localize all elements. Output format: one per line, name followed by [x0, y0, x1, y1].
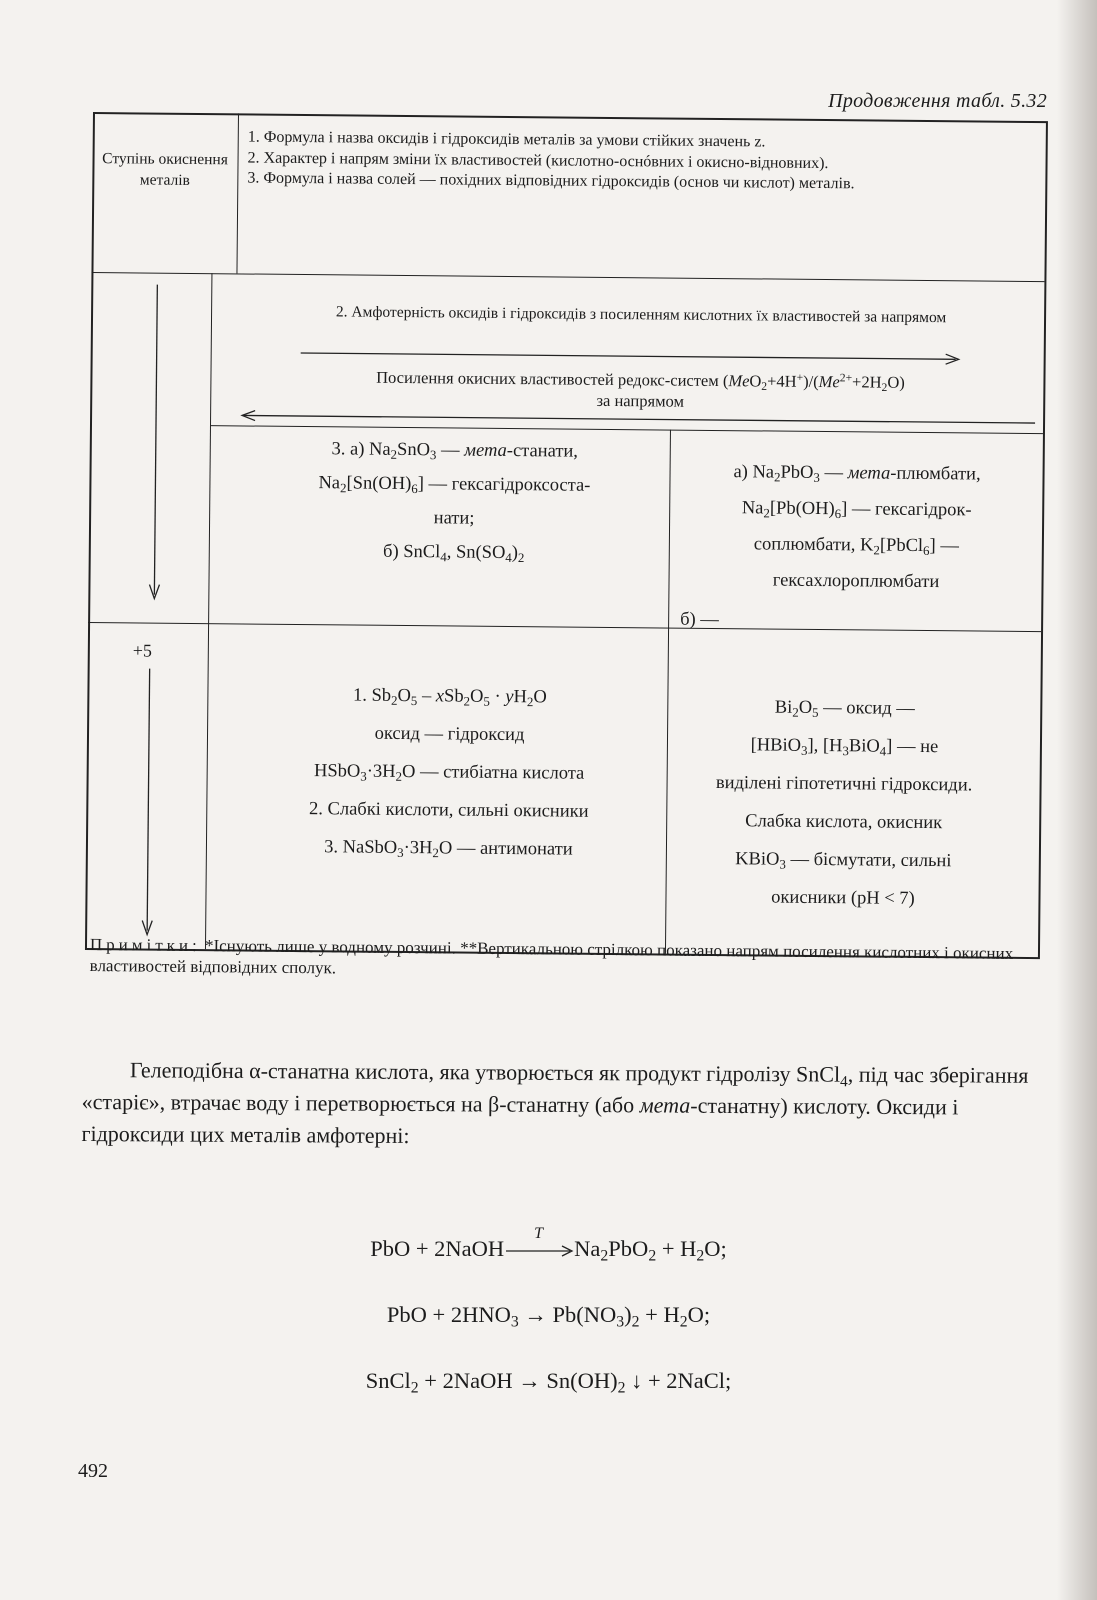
oxidation-plus5: +5 [132, 640, 153, 661]
sb-line-1: 1. $Sb_2O_5 - xSb_2O_5 \cdot yH_2O$ [352, 685, 547, 710]
amphoterism-text: 2. Амфотерність оксидів і гідроксидів з посиленням кислотних їх властивостей за напрямом [335, 303, 947, 327]
vertical-arrow-down-icon-2 [139, 668, 158, 936]
equation-1: PbO + 2NaOH T $Na_2PbO_2 + H_2O$; [370, 1224, 727, 1265]
pb-item-b: б) — [680, 609, 719, 631]
vertical-arrow-down-icon [146, 285, 165, 603]
page-number: 492 [78, 1460, 108, 1482]
header-item-2: 2. Характер і напрям зміни їх властивостей (кислотно-оснóвних і окисно-відновних). [247, 148, 829, 172]
page-edge-shadow [1057, 0, 1097, 1600]
equation-3: SnCl$_2$ + 2NaOH → $Sn(OH)_2$ ↓ + 2NaCl; [365, 1368, 732, 1397]
antimony-cell [236, 675, 663, 869]
tin-salts-cell [244, 431, 665, 571]
sn-line-c: нати; [433, 508, 475, 529]
table-continuation-caption: Продовження табл. 5.32 [828, 90, 1047, 112]
redox-text [245, 365, 1035, 415]
pb-line-a: а) $Na_2PbO_3$ — мета-плюмбати, [733, 462, 981, 485]
sb-line-2: оксид — гідроксид [374, 723, 525, 746]
equation-2: PbO + $2HNO_3 \to Pb(NO_3)_2 + H_2O$; [386, 1302, 711, 1331]
bismuth-cell [655, 687, 1032, 919]
oxidation-state-header: Ступінь окиснення металів [102, 150, 228, 189]
bi-line-6: окисники (pH < 7) [771, 887, 915, 909]
header-item-1: 1. Формула і назва оксидів і гідроксидів металів за умови стійких значень z. [247, 128, 766, 151]
bi-line-4: Слабка кислота, окисник [745, 811, 943, 834]
redox-line-2: за напрямом [596, 390, 685, 411]
sn-line-a: 3. а) $Na_2SnO_3$ — мета-станати, [331, 439, 579, 463]
sb-line-4: 2. Слабкі кислоти, сильні окисники [308, 799, 589, 822]
notes-text: *Існують лише у водному розчині. **Вертикальною стрілкою показано напрям посилення кислотних і окисних властивостей відповідних сполук. [89, 936, 1014, 978]
sn-line-d: б) SnCl$_4$, $Sn(SO_4)_2$ [382, 541, 525, 566]
header-item-3: 3. Формула і назва солей — похідних відповідних гідроксидів (основ чи кислот) металів. [247, 169, 855, 193]
bi-line-3: виділені гіпотетичні гідроксиди. [715, 773, 973, 796]
bi-line-1: $Bi_2O_5$ — оксид — [774, 697, 915, 720]
lead-salts-cell [673, 454, 1039, 601]
table-notes [90, 934, 1030, 985]
bi-line-5: KBiO$_3$ — бісмутати, сильні [735, 849, 952, 872]
pb-line-c: соплюмбати, $K_2[PbCl_6]$ — [753, 534, 959, 558]
oxides-table [85, 112, 1048, 959]
redox-line-1: Посилення окисних властивостей редокс-систем $(MeO_2+4H^+)/(Me^{2+}+2H_2O)$ [376, 367, 905, 395]
pb-line-d: гексахлороплюмбати [772, 570, 940, 593]
sb-line-3: $HSbO_3\cdot 3H_2O$ — стибіатна кислота [313, 761, 585, 784]
pb-line-b: $Na_2[Pb(OH)_6]$ — гексагідрок- [741, 498, 972, 522]
description-header [247, 127, 1033, 196]
bi-line-2: [HBiO$_3$], $[H_3BiO_4]$ — не [750, 735, 939, 759]
notes-label: Примітки: [89, 934, 201, 956]
body-paragraph: Гелеподібна α-станатна кислота, яка утворюється як продукт гідролізу SnCl$_4$, під час зберігання «старіє», втрачає воду і перетворюється на β-станатну (або мета-станатну) кислоту. Оксиди і гідроксиди цих металів амфотерні: [81, 1057, 1029, 1149]
reaction-arrow-icon: T [504, 1241, 574, 1261]
sn-line-b: $Na_2[Sn(OH)_6]$ — гексагідроксоста- [318, 473, 591, 497]
sb-line-5: 3. $NaSbO_3\cdot 3H_2O$ — антимонати [324, 837, 573, 861]
